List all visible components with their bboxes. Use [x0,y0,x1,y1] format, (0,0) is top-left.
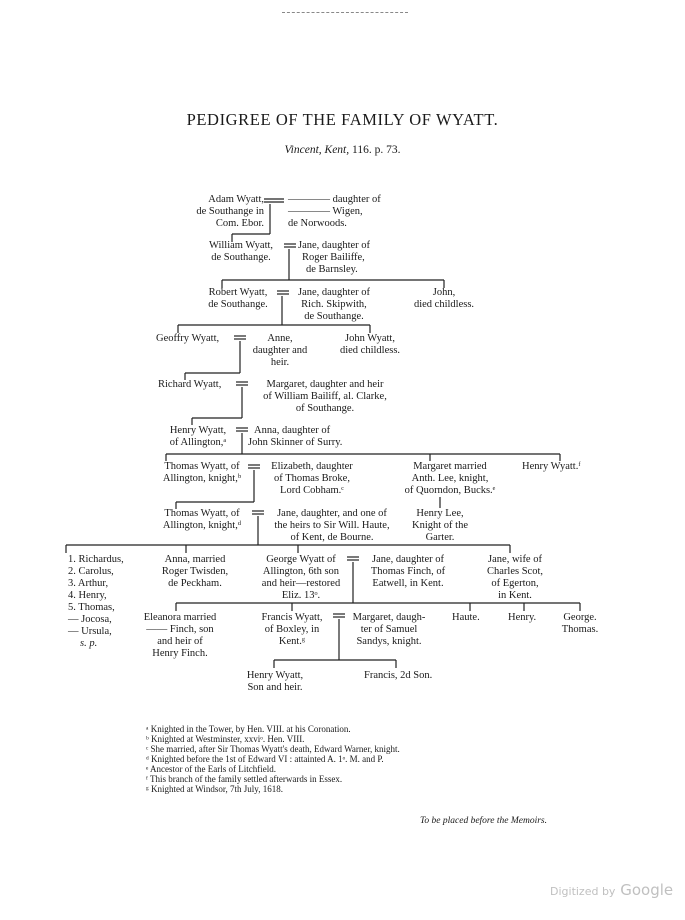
person-thomas-wyatt-younger [154,508,250,532]
line: Francis Wyatt, [261,612,323,623]
spouse-margaret-bailiff [250,379,400,415]
person-thomas-wyatt-elder [154,461,250,485]
list-item: s. p. [80,638,98,649]
person-anna-twisden [150,554,240,590]
line: Thomas. [561,624,599,635]
line: Anna, married [164,554,226,565]
person-george-thomas [556,612,604,636]
watermark-brand: Google [620,881,674,899]
line: Anth. Lee, knight, [411,473,489,484]
list-item: 4. Henry, [68,590,107,601]
list-item: 3. Arthur, [68,578,109,589]
person-william-wyatt [198,240,284,264]
line: Thomas Finch, of [370,566,446,577]
line: Henry Finch. [152,648,208,659]
line: Margaret, daugh- [352,612,426,623]
line: George Wyatt of [266,554,336,565]
person-henry-lee [410,508,470,544]
line: John Wyatt, [345,333,395,344]
line: of Thomas Broke, [274,473,350,484]
list-item: 5. Thomas, [68,602,115,613]
line: de Norwoods. [288,218,347,229]
person-john [404,287,484,311]
line: of Quorndon, Bucks.ᵉ [404,485,496,496]
children-list [68,554,124,650]
line: of Southange. [295,403,355,414]
line: Lord Cobham.ᶜ [280,485,344,496]
line: Sandys, knight. [356,636,422,647]
line: John, [432,287,456,298]
line: the heirs to Sir Will. Haute, [274,520,390,531]
line: Eatwell, in Kent. [372,578,444,589]
spouse-anna-skinner [248,425,342,449]
spouse-anne [246,333,314,369]
line: Knight of the [412,520,468,531]
line: de Southange. [211,252,271,263]
person-adam-wyatt [180,194,264,230]
footnote: ᵈ Knighted before the 1st of Edward VI : attainted A. 1ᵒ. M. and P. [146,754,384,764]
line: Allington, knight,ᵇ [162,473,242,484]
line: Eliz. 13ᵒ. [281,590,321,601]
page-title: PEDIGREE OF THE FAMILY OF WYATT. [186,110,499,129]
line: Allington, 6th son [262,566,340,577]
citation-ref: 116. p. 73. [352,144,401,156]
person-francis-2d-son: Francis, 2d Son. [364,670,433,681]
line: Thomas Wyatt, of [164,508,240,519]
line: Margaret, daughter and heir [266,379,384,390]
line: of Kent, de Bourne. [290,532,374,543]
line: Jane, daughter, and one of [277,508,387,519]
person-robert-wyatt [198,287,278,311]
line: Garter. [425,532,455,543]
line: Jane, daughter of [297,287,370,298]
line: de Southange. [304,311,364,322]
line: —— Finch, son [146,624,214,635]
line: Anne, [267,333,293,344]
person-eleanora-finch [140,612,220,660]
person-john-wyatt [330,333,410,357]
person-jane-scot [476,554,554,602]
line: Henry Wyatt, [169,425,227,436]
line: Roger Bailiffe, [302,252,365,263]
line: of Egerton, [491,578,539,589]
list-item: 2. Carolus, [68,566,114,577]
line: Allington, knight,ᵈ [162,520,242,531]
person-geoffry-wyatt: Geoffry Wyatt, [156,333,220,344]
line: in Kent. [498,590,532,601]
line: Jane, daughter of [298,240,371,251]
spouse-daughter-of-wigen [288,194,381,230]
line: of Boxley, in [264,624,320,635]
line: and heir—restored [261,578,341,589]
person-henry-wyatt [160,425,236,449]
footnote: ᵃ Knighted in the Tower, by Hen. VIII. at his Coronation. [146,724,351,734]
footnote: ᵉ Ancestor of the Earls of Litchfield. [146,764,277,774]
spouse-margaret-sandys [346,612,432,648]
person-henry: Henry. [508,612,537,623]
list-item: — Ursula, [68,626,112,637]
spouse-jane-skipwith [288,287,380,323]
digitized-watermark [550,881,673,899]
footnote: ᵇ Knighted at Westminster, xxviᵒ. Hen. VIII. [146,734,305,744]
list-item: — Jocosa, [68,614,112,625]
list-item: 1. Richardus, [68,554,124,565]
person-henry-wyatt-essex: Henry Wyatt.ᶠ [522,461,581,472]
footnote: ᶠ This branch of the family settled afterwards in Essex. [146,774,343,784]
line: de Southange. [208,299,268,310]
line: and heir of [157,636,203,647]
line: Adam Wyatt, [208,194,264,205]
line: John Skinner of Surry. [248,437,343,448]
line: Son and heir. [247,682,303,693]
placement-note: To be placed before the Memoirs. [420,816,547,826]
person-francis-wyatt [252,612,332,648]
line: Rich. Skipwith, [301,299,367,310]
line: Roger Twisden, [161,566,229,577]
line: William Wyatt, [208,240,274,251]
line: Jane, daughter of [371,554,444,565]
footnote: ᵍ Knighted at Windsor, 7th July, 1618. [146,784,283,794]
spouse-jane-bailiffe [298,240,370,276]
line: Kent.ᵍ [278,636,306,647]
line: heir. [270,357,290,368]
line: Charles Scot, [487,566,543,577]
spouse-jane-haute [262,508,402,544]
line: Robert Wyatt, [208,287,268,298]
line: Com. Ebor. [215,218,264,229]
line: Thomas Wyatt, of [164,461,240,472]
watermark-prefix: Digitized by [550,885,616,898]
person-haute: Haute. [452,612,480,623]
person-george-wyatt [254,554,348,602]
person-margaret-lee [398,461,502,497]
line: Anna, daughter of [254,425,331,436]
line: Margaret married [413,461,487,472]
line: died childless. [339,345,401,356]
footnote: ᶜ She married, after Sir Thomas Wyatt's death, Edward Warner, knight. [146,744,400,754]
line: daughter and [252,345,308,356]
line: Henry Lee, [416,508,464,519]
person-richard-wyatt: Richard Wyatt, [158,379,222,390]
line: ———— daughter of [288,194,381,205]
person-henry-wyatt-heir [238,670,312,694]
line: Jane, wife of [488,554,542,565]
spouse-jane-finch [360,554,456,590]
line: George. [563,612,597,623]
line: de Peckham. [168,578,222,589]
line: Elizabeth, daughter [271,461,353,472]
line: of Allington,ᵃ [169,437,227,448]
line: ter of Samuel [360,624,418,635]
line: Eleanora married [143,612,217,623]
line: Henry Wyatt, [246,670,304,681]
line: ———— Wigen, [288,206,363,217]
line: died childless. [413,299,475,310]
line: of William Bailiff, al. Clarke, [263,391,387,402]
spouse-elizabeth-broke [262,461,362,497]
line: de Southange in [196,206,264,217]
line: de Barnsley. [306,264,358,275]
citation-source: Vincent, Kent, [284,144,350,156]
